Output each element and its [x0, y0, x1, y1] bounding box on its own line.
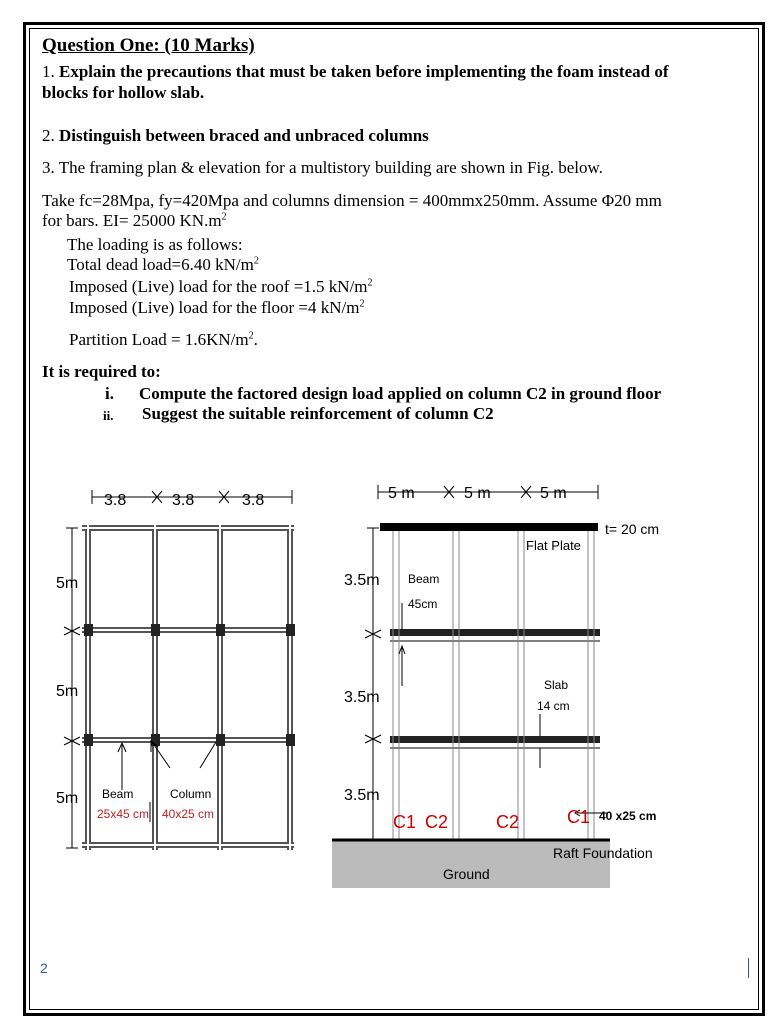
- flat-plate-label: Flat Plate: [526, 538, 581, 553]
- req-i: Compute the factored design load applied on column C2 in ground floor: [139, 384, 662, 403]
- plan-span-2: 3.8: [172, 492, 195, 509]
- plan-beam-label: Beam: [102, 787, 134, 801]
- elev-height-3: 3.5m: [344, 787, 380, 804]
- plan-height-3: 5m: [56, 790, 79, 807]
- q3-line: 3. The framing plan & elevation for a multistory building are shown in Fig. below.: [42, 158, 603, 177]
- elev-height-1: 3.5m: [344, 572, 380, 589]
- figure: [30, 470, 710, 900]
- beam-label: Beam: [408, 572, 440, 586]
- loading-intro: The loading is as follows:: [67, 235, 243, 254]
- q2-line: 2. Distinguish between braced and unbraced columns: [42, 126, 429, 145]
- q1-line2: blocks for hollow slab.: [42, 83, 205, 102]
- raft-label: Raft Foundation: [553, 845, 653, 861]
- elev-span-2: 5 m: [464, 485, 491, 502]
- partition-load: Partition Load = $1.6KN/m^2$.: [69, 330, 258, 349]
- req-ii-num: ii.: [103, 408, 114, 423]
- text-cursor: [748, 958, 749, 978]
- dead-load: Total dead load=6.40 $kN/m^2$: [67, 255, 259, 274]
- col-c2-mid: C2: [496, 812, 520, 832]
- framing-plan: [56, 490, 295, 850]
- beam-depth: 45cm: [408, 597, 438, 611]
- plan-column-label: Column: [170, 787, 212, 801]
- req-i-num: i.: [105, 384, 114, 403]
- col-size-label: 40 x25 cm: [599, 809, 657, 823]
- col-c2-left: C2: [425, 812, 449, 832]
- live-roof: Imposed (Live) load for the roof =1.5 $kN/m^2$: [69, 277, 373, 296]
- ground-label: Ground: [443, 866, 490, 882]
- col-c1-left: C1: [393, 812, 417, 832]
- given-line2: for bars. EI= 25000 $KN.m^2$: [42, 211, 227, 230]
- plan-height-2: 5m: [56, 683, 79, 700]
- slab-thickness: t= 20 cm: [605, 521, 660, 537]
- slab-label: Slab: [544, 678, 569, 692]
- col-c1-right: C1: [567, 807, 591, 827]
- given-line1: Take fc=28Mpa, fy=420Mpa and columns dimension = 400mmx250mm. Assume Φ20 mm: [42, 191, 662, 210]
- question-title: Question One: (10 Marks): [42, 35, 255, 56]
- elev-span-3: 5 m: [540, 485, 567, 502]
- required-heading: It is required to:: [42, 362, 161, 381]
- elev-height-2: 3.5m: [344, 689, 380, 706]
- plan-column-size: 40x25 cm: [162, 807, 215, 821]
- plan-height-1: 5m: [56, 575, 79, 592]
- plan-beam-size: 25x45 cm: [97, 807, 150, 821]
- plan-span-1: 3.8: [104, 492, 127, 509]
- q1-line1: 1. Explain the precautions that must be taken before implementing the foam instead of: [42, 62, 669, 81]
- page-number: 2: [40, 960, 48, 976]
- elev-span-1: 5 m: [388, 485, 415, 502]
- req-ii: Suggest the suitable reinforcement of column C2: [142, 404, 494, 423]
- elevation: [332, 485, 659, 888]
- live-floor: Imposed (Live) load for the floor =4 $kN/m^2$: [69, 298, 365, 317]
- plan-span-3: 3.8: [242, 492, 265, 509]
- slab-thk: 14 cm: [537, 699, 570, 713]
